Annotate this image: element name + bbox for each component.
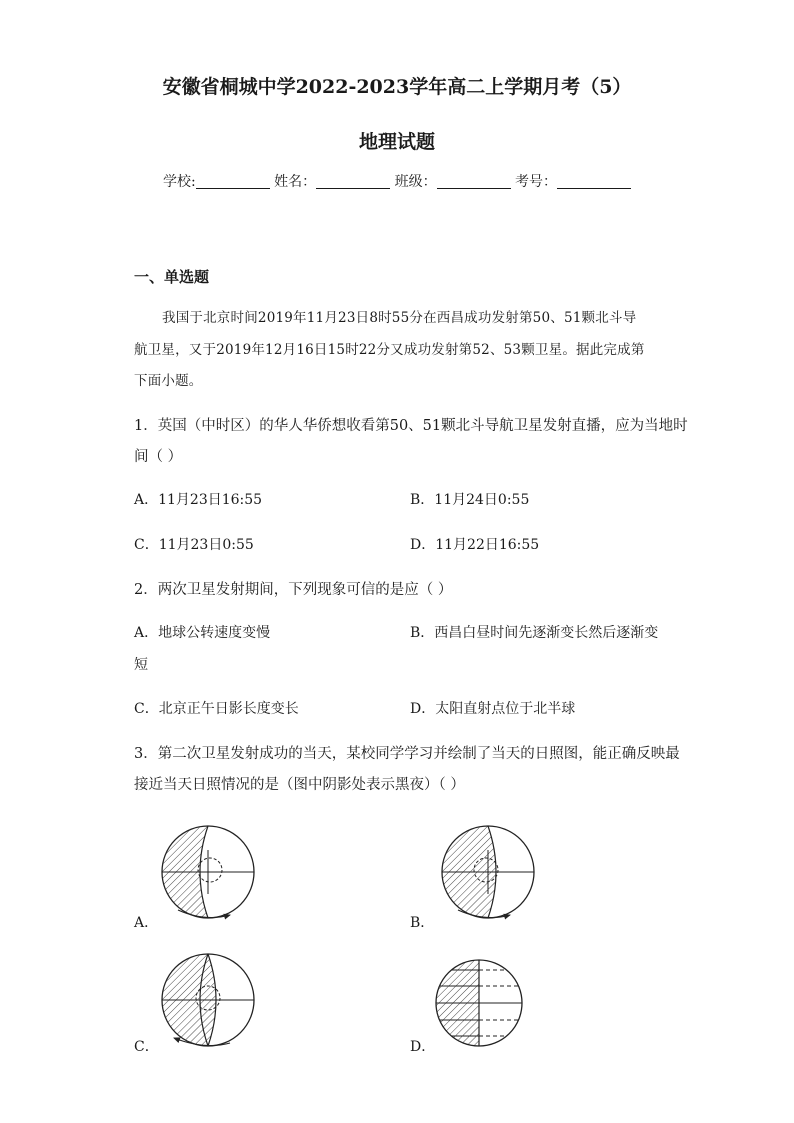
passage-line-1: 我国于北京时间2019年11月23日8时55分在西昌成功发射第50、51颗北斗导 [162,310,637,326]
passage-line-3: 下面小题。 [134,373,203,389]
passage-line-2: 航卫星，又于2019年12月16日15时22分又成功发射第52、53颗卫星。据此完成第 [134,342,645,358]
question-1-line-1: 1．英国（中时区）的华人华侨想收看第50、51颗北斗导航卫星发射直播，应为当地时 [134,418,688,434]
q2-option-b[interactable]: B．西昌白昼时间先逐渐变长然后逐渐变 [410,625,659,641]
q2-option-c[interactable]: C．北京正午日影长度变长 [134,701,299,717]
q2-option-b-wrap: 短 [134,657,148,673]
q3-option-c[interactable]: C． [134,1039,159,1055]
polar-circle-a [198,858,222,882]
student-info-row [0,171,794,191]
page-title: 安徽省桐城中学2022-2023学年高二上学期月考（5） [162,76,632,98]
question-3-line-1: 3．第二次卫星发射成功的当天，某校同学学习并绘制了当天的日照图，能正确反映最 [134,746,680,762]
exam-number-label: 考号： [515,174,558,190]
q1-option-c[interactable]: C．11月23日0:55 [134,537,254,553]
exam-number-blank[interactable] [557,174,631,189]
school-blank[interactable] [196,174,270,189]
sunlight-diagram-c[interactable] [160,952,256,1052]
sunlight-diagram-b[interactable] [440,824,536,924]
q2-option-a[interactable]: A．地球公转速度变慢 [134,625,271,641]
q3-option-b[interactable]: B． [410,915,435,931]
page-subtitle: 地理试题 [358,131,435,153]
q3-option-d[interactable]: D． [410,1039,436,1055]
class-blank[interactable] [437,174,511,189]
q1-option-b[interactable]: B．11月24日0:55 [410,492,530,508]
name-blank[interactable] [316,174,390,189]
class-label: 班级： [394,174,437,190]
q1-option-a[interactable]: A．11月23日16:55 [134,492,263,508]
question-2-line-1: 2．两次卫星发射期间，下列现象可信的是应（ ） [134,582,453,598]
q3-option-a[interactable]: A． [134,915,159,931]
school-label: 学校: [162,174,196,190]
q2-option-d[interactable]: D．太阳直射点位于北半球 [410,701,576,717]
sunlight-diagram-d[interactable] [434,958,524,1048]
q1-option-d[interactable]: D．11月22日16:55 [410,537,540,553]
section-title: 一、单选题 [134,268,210,286]
name-label: 姓名： [274,174,317,190]
question-1-line-2: 间（ ） [134,449,183,465]
sunlight-diagram-a[interactable] [160,824,256,924]
question-3-line-2: 接近当天日照情况的是（图中阴影处表示黑夜）（ ） [134,777,465,793]
